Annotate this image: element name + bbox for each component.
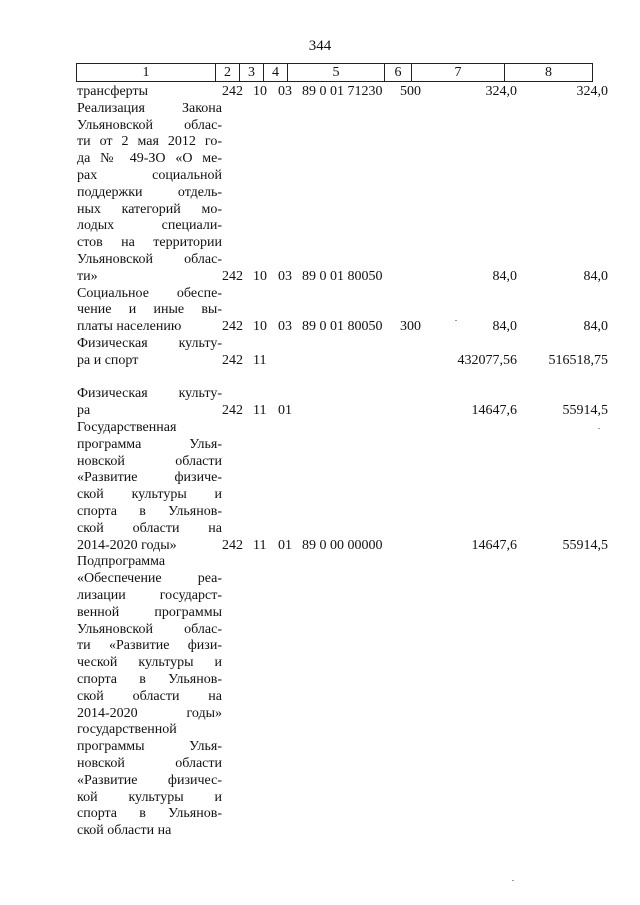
row-label-line: ра и спорт [77, 352, 139, 368]
row-label-line: лодых специали- [77, 218, 222, 234]
col-header-2: 2 [215, 63, 239, 82]
cell-c4: 03 [278, 84, 292, 99]
row-label-line: спорта в Ульянов- [77, 671, 222, 687]
cell-c4: 03 [278, 319, 292, 335]
row-label-line: Социальное обеспе- [77, 285, 222, 301]
row-label-line: Ульяновской облас- [77, 251, 222, 267]
row-label [77, 101, 222, 286]
cell-c6: 300 [400, 319, 421, 335]
row-label-line: стов на территории [77, 235, 222, 251]
col-header-7: 7 [411, 63, 504, 82]
row-label [77, 336, 222, 370]
row-label-line: ных категорий мо- [77, 201, 222, 217]
row-label-line: чение и иные вы- [77, 302, 222, 318]
cell-c8: 55914,5 [562, 537, 608, 553]
row-label-line: ческой культуры и [77, 655, 222, 671]
cell-c3: 11 [253, 537, 267, 553]
cell-c4: 03 [278, 268, 292, 284]
scan-speck [455, 320, 457, 321]
cell-c5: 89 0 01 71230 [302, 84, 383, 99]
row-label-line: «Обеспечение реа- [77, 571, 222, 587]
cell-c8: 324,0 [576, 84, 608, 99]
row-label-line: Ульяновской облас- [77, 117, 222, 133]
cell-c7: 432077,56 [457, 352, 517, 368]
cell-c7: 84,0 [492, 319, 517, 335]
row-label-line: программы Улья- [77, 739, 222, 755]
cell-c3: 11 [253, 352, 267, 368]
col-header-1: 1 [76, 63, 215, 82]
row-label-line: Физическая культу- [77, 386, 222, 402]
scan-speck [512, 880, 514, 881]
cell-c3: 11 [253, 403, 267, 419]
row-label-line: ти «Развитие физи- [77, 638, 222, 654]
row-label-line: рах социальной [77, 167, 222, 183]
row-label-line: ти от 2 мая 2012 го- [77, 134, 222, 150]
row-label-line: ской области на [77, 520, 222, 536]
row-label-line: Ульяновской облас- [77, 621, 222, 637]
cell-c6: 500 [400, 84, 421, 99]
row-label-line: «Развитие физичес- [77, 772, 222, 788]
cell-c8: 55914,5 [562, 403, 608, 419]
row-label-line: Подпрограмма [77, 554, 166, 570]
row-label-line: «Развитие физиче- [77, 470, 222, 486]
cell-c3: 10 [253, 84, 267, 99]
cell-c7: 14647,6 [471, 403, 517, 419]
cell-c5: 89 0 01 80050 [302, 268, 383, 284]
row-label-line: кой культуры и [77, 789, 222, 805]
row-label-line: лизации государст- [77, 587, 222, 603]
row-label-line: трансферты [77, 84, 149, 99]
row-label-line: ской области на [77, 823, 172, 839]
col-header-8: 8 [504, 63, 593, 82]
row-label [77, 420, 222, 554]
cell-c4: 01 [278, 537, 292, 553]
row-label-line: да № 49-ЗО «О ме- [77, 151, 222, 167]
row-label-line: поддержки отдель- [77, 184, 222, 200]
cell-c8: 84,0 [583, 268, 608, 284]
row-label-line: Физическая культу- [77, 336, 222, 351]
col-header-4: 4 [263, 63, 287, 82]
scan-speck [598, 428, 600, 429]
cell-c8: 516518,75 [548, 352, 608, 368]
cell-c3: 10 [253, 319, 267, 335]
cell-c7: 84,0 [492, 268, 517, 284]
row-label-line: Государственная [77, 420, 177, 435]
col-header-3: 3 [239, 63, 263, 82]
row-label-line: спорта в Ульянов- [77, 806, 222, 822]
row-label-line: ской области на [77, 688, 222, 704]
cell-c5: 89 0 01 80050 [302, 319, 383, 335]
cell-c2: 242 [222, 403, 243, 419]
row-label-line: государственной [77, 722, 177, 738]
cell-c5: 89 0 00 00000 [302, 537, 383, 553]
row-label-line: ской культуры и [77, 487, 222, 503]
cell-c3: 10 [253, 268, 267, 284]
row-label [77, 554, 222, 840]
row-label-line: ти» [77, 268, 98, 284]
col-header-6: 6 [384, 63, 411, 82]
cell-c2: 242 [222, 319, 243, 335]
col-header-5: 5 [287, 63, 384, 82]
row-label-line: ра [77, 403, 91, 419]
cell-c7: 14647,6 [471, 537, 517, 553]
row-label-line: 2014-2020 годы» [77, 537, 177, 553]
row-label-line: платы населению [77, 319, 182, 335]
row-label-line: 2014-2020 годы» [77, 705, 222, 721]
cell-c2: 242 [222, 268, 243, 284]
row-label-line: новской области [77, 453, 222, 469]
cell-c2: 242 [222, 84, 243, 99]
row-label [77, 386, 222, 420]
table-header [76, 63, 593, 82]
cell-c8: 84,0 [583, 319, 608, 335]
row-label [77, 286, 222, 336]
row-label-line: Реализация Закона [77, 100, 222, 116]
row-label [77, 84, 222, 101]
cell-c4: 01 [278, 403, 292, 419]
cell-c2: 242 [222, 352, 243, 368]
row-label-line: венной программы [77, 604, 222, 620]
cell-c2: 242 [222, 537, 243, 553]
row-label-line: спорта в Ульянов- [77, 503, 222, 519]
cell-c7: 324,0 [485, 84, 517, 99]
row-label-line: новской области [77, 755, 222, 771]
row-label-line: программа Улья- [77, 436, 222, 452]
page-number: 344 [308, 38, 332, 54]
